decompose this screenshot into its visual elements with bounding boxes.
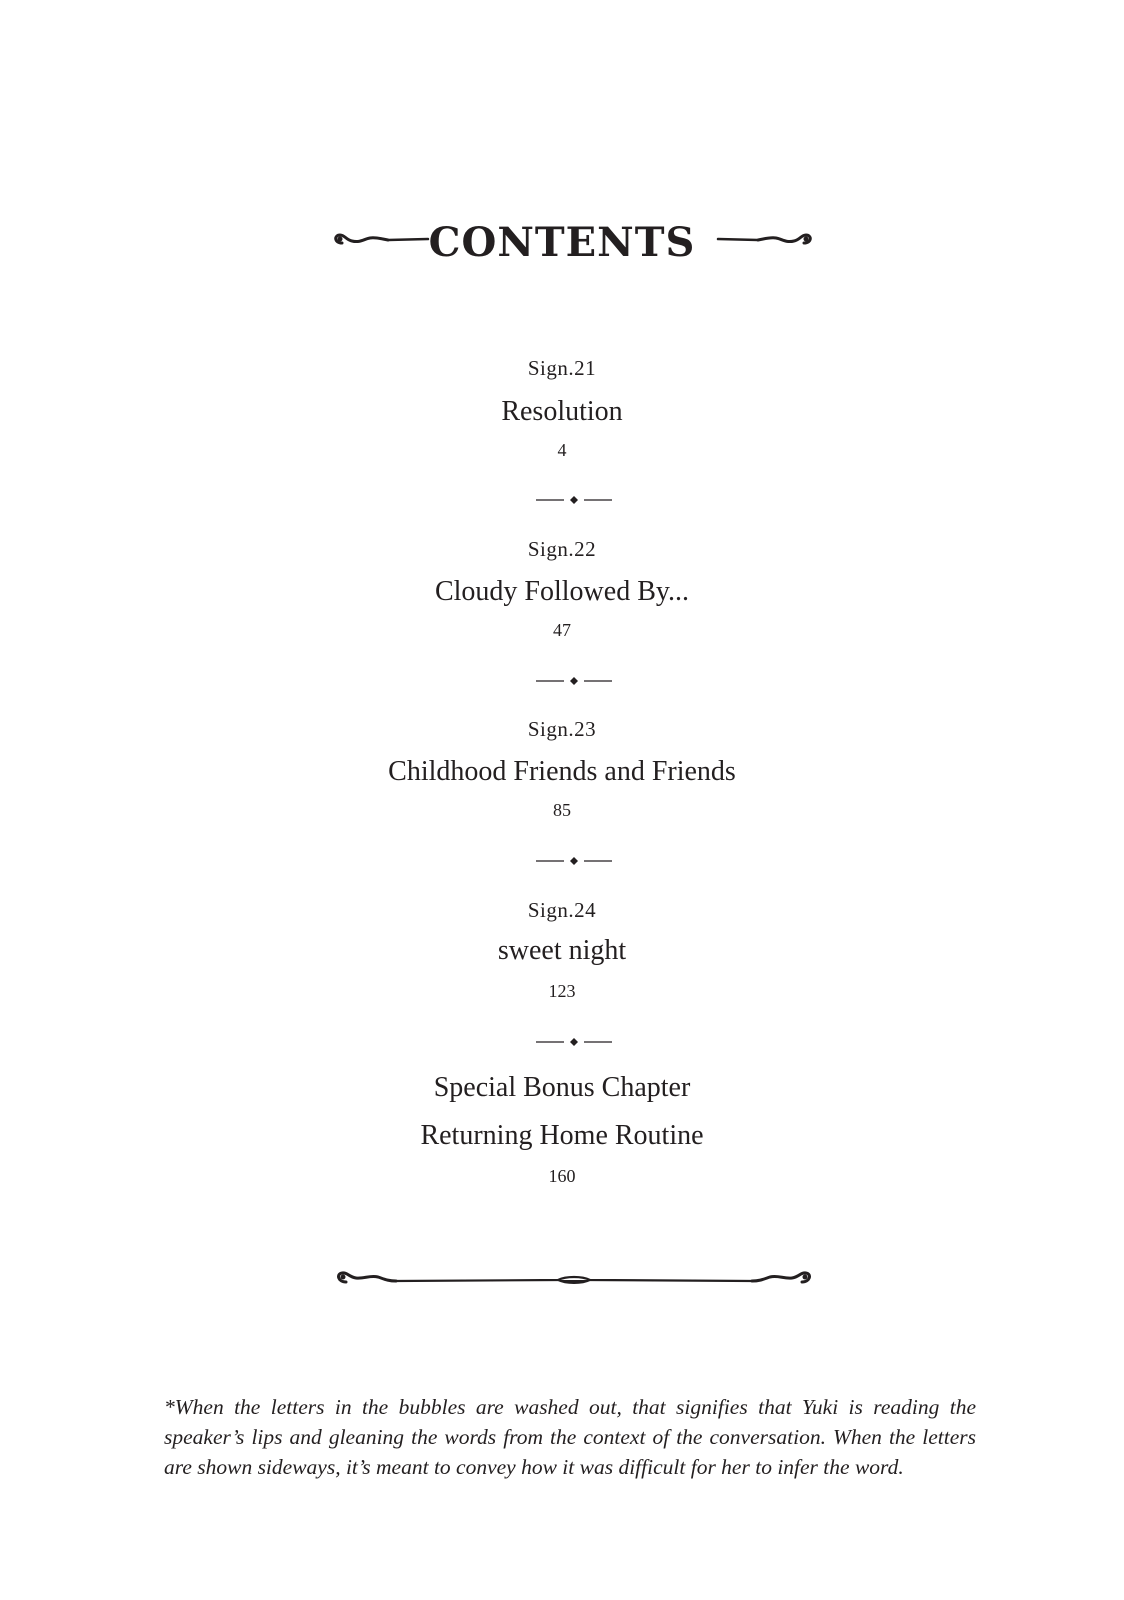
bottom-flourish-rule bbox=[332, 1264, 816, 1294]
chapter-number: Sign.21 bbox=[527, 356, 597, 380]
right-flourish-ornament bbox=[716, 229, 816, 253]
bonus-chapter-title: Returning Home Routine bbox=[420, 1120, 704, 1151]
chapter-page-number: 85 bbox=[553, 800, 571, 820]
chapter-page-number: 47 bbox=[553, 620, 571, 640]
contents-header bbox=[0, 215, 1124, 271]
chapter-number: Sign.24 bbox=[527, 898, 597, 922]
separator-ornament bbox=[532, 675, 616, 687]
chapter-title: Resolution bbox=[501, 396, 623, 427]
separator-ornament bbox=[532, 855, 616, 867]
chapter-page-number: 4 bbox=[557, 440, 567, 460]
chapter-title: Cloudy Followed By... bbox=[434, 576, 690, 607]
bonus-chapter-label: Special Bonus Chapter bbox=[433, 1072, 691, 1103]
separator-ornament bbox=[532, 1036, 616, 1048]
footnote: *When the letters in the bubbles are washed out, that signifies that Yuki is reading the speaker’s lips and gleaning the words from the context of the conversation. When the letters are shown sideways, it’s meant to convey how it was difficult for her to infer the word. bbox=[164, 1395, 976, 1479]
page-title: CONTENTS bbox=[428, 219, 696, 266]
chapter-number: Sign.23 bbox=[527, 717, 597, 741]
separator-ornament bbox=[532, 494, 616, 506]
bonus-chapter-page-number: 160 bbox=[548, 1166, 576, 1186]
chapter-title: Childhood Friends and Friends bbox=[388, 756, 736, 787]
chapter-number: Sign.22 bbox=[527, 537, 597, 561]
chapter-title: sweet night bbox=[497, 935, 627, 966]
chapter-page-number: 123 bbox=[548, 981, 576, 1001]
